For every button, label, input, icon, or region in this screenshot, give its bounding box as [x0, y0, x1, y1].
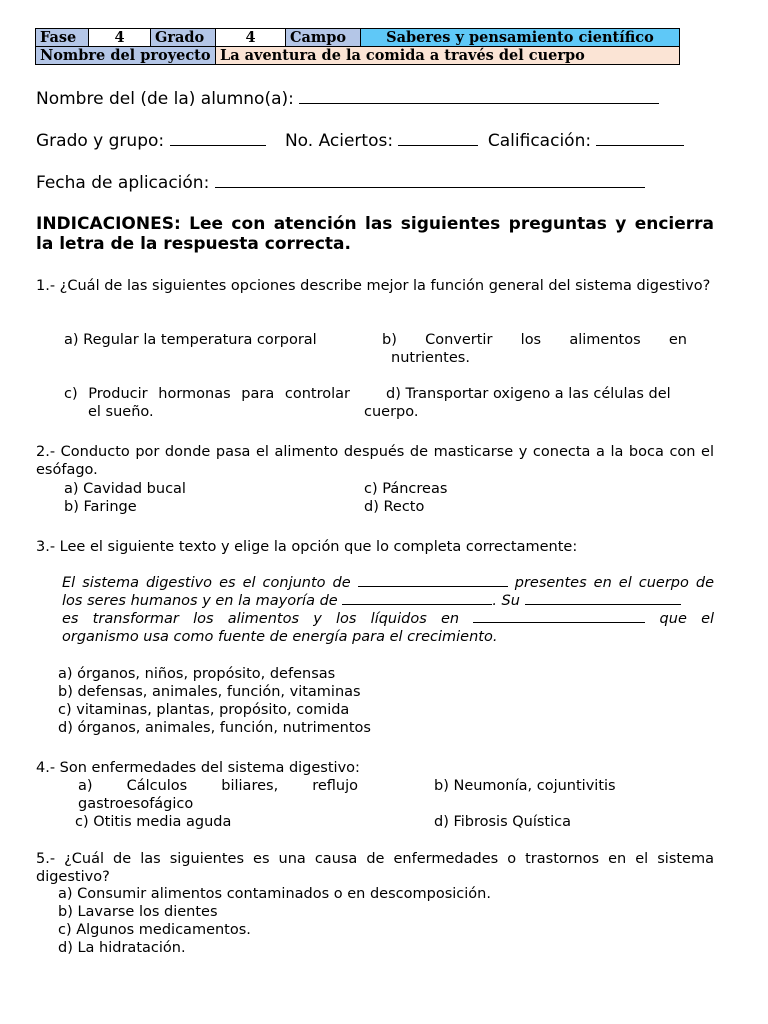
q3-passage-line-2	[62, 592, 714, 610]
q1-option-d[interactable]: d) Transportar oxigeno a las células del	[386, 386, 671, 402]
q4-option-a-cont: gastroesofágico	[78, 796, 194, 812]
q3-passage-part-4: . Su	[492, 593, 520, 609]
q5-option-c[interactable]: c) Algunos medicamentos.	[58, 922, 251, 938]
q2-option-c[interactable]: c) Páncreas	[364, 481, 448, 497]
q1-text: 1.- ¿Cuál de las siguientes opciones describe mejor la función general del sistema digestivo?	[36, 278, 711, 294]
nombre-field	[36, 88, 659, 109]
q2-option-a[interactable]: a) Cavidad bucal	[64, 481, 186, 497]
proyecto-value: La aventura de la comida a través del cuerpo	[216, 47, 680, 65]
fase-label: Fase	[36, 29, 89, 47]
q1-option-d-cont: cuerpo.	[364, 404, 419, 420]
q1-option-b-cont: nutrientes.	[391, 350, 470, 366]
header-table	[35, 28, 680, 65]
q1-option-b[interactable]: b) Convertir los alimentos en	[382, 332, 687, 348]
q1-option-a[interactable]: a) Regular la temperatura corporal	[64, 332, 317, 348]
fecha-field	[36, 172, 645, 193]
q1-option-c-cont: el sueño.	[88, 404, 154, 420]
fase-value: 4	[89, 29, 151, 47]
q3-option-c[interactable]: c) vitaminas, plantas, propósito, comida	[58, 702, 350, 718]
q3-passage-line-1	[62, 574, 714, 592]
q4-text: 4.- Son enfermedades del sistema digestivo:	[36, 760, 360, 776]
q3-passage-line-3	[62, 610, 714, 628]
campo-value: Saberes y pensamiento científico	[361, 29, 680, 47]
aciertos-label: No. Aciertos:	[284, 131, 394, 151]
grado-grupo-row	[36, 130, 684, 151]
q3-passage-part-1: El sistema digestivo es el conjunto de	[62, 575, 351, 591]
fecha-blank[interactable]	[215, 172, 645, 188]
campo-label: Campo	[286, 29, 361, 47]
q3-passage	[62, 574, 714, 646]
proyecto-label: Nombre del proyecto	[36, 47, 216, 65]
indicaciones: INDICACIONES: Lee con atención las siguientes preguntas y encierra la letra de la respuesta correcta.	[36, 214, 714, 254]
q3-blank-3[interactable]	[525, 592, 681, 605]
q4-option-d[interactable]: d) Fibrosis Quística	[434, 814, 572, 830]
calificacion-blank[interactable]	[596, 130, 684, 146]
q3-option-b[interactable]: b) defensas, animales, función, vitaminas	[58, 684, 361, 700]
q3-option-a[interactable]: a) órganos, niños, propósito, defensas	[58, 666, 336, 682]
q2-option-b[interactable]: b) Faringe	[64, 499, 137, 515]
q5-text: 5.- ¿Cuál de las siguientes es una causa de enfermedades o trastornos en el sistema digestivo?	[36, 851, 714, 885]
nombre-label: Nombre del (de la) alumno(a):	[36, 89, 294, 109]
nombre-blank[interactable]	[299, 88, 659, 104]
q3-blank-4[interactable]	[473, 610, 645, 623]
q5-option-b[interactable]: b) Lavarse los dientes	[58, 904, 218, 920]
q5-option-d[interactable]: d) La hidratación.	[58, 940, 186, 956]
q2-text: 2.- Conducto por donde pasa el alimento después de masticarse y conecta a la boca con el esófago.	[36, 444, 714, 478]
q3-text: 3.- Lee el siguiente texto y elige la opción que lo completa correctamente:	[36, 539, 578, 555]
q3-passage-part-5: es transformar los alimentos y los líquidos en	[62, 611, 460, 627]
grado-value: 4	[216, 29, 286, 47]
q5-option-a[interactable]: a) Consumir alimentos contaminados o en descomposición.	[58, 886, 491, 902]
q3-passage-part-6: que el	[659, 611, 715, 627]
q4-option-b[interactable]: b) Neumonía, cojuntivitis	[434, 778, 616, 794]
grado-grupo-blank[interactable]	[170, 130, 266, 146]
grado-label: Grado	[151, 29, 216, 47]
q3-passage-part-3: los seres humanos y en la mayoría de	[62, 593, 338, 609]
q4-option-a[interactable]: a) Cálculos biliares, reflujo	[78, 778, 358, 794]
q4-option-c[interactable]: c) Otitis media aguda	[75, 814, 232, 830]
q1-option-c[interactable]: c) Producir hormonas para controlar	[64, 386, 350, 402]
calificacion-label: Calificación:	[487, 131, 592, 151]
grado-grupo-label: Grado y grupo:	[36, 131, 165, 151]
fecha-label: Fecha de aplicación:	[36, 173, 210, 193]
q3-blank-1[interactable]	[358, 574, 508, 587]
q3-passage-line-4: organismo usa como fuente de energía para el crecimiento.	[62, 629, 498, 645]
q2-option-d[interactable]: d) Recto	[364, 499, 425, 515]
q3-blank-2[interactable]	[342, 592, 492, 605]
q3-passage-part-2: presentes en el cuerpo de	[514, 575, 715, 591]
aciertos-blank[interactable]	[398, 130, 478, 146]
q3-option-d[interactable]: d) órganos, animales, función, nutrimentos	[58, 720, 371, 736]
